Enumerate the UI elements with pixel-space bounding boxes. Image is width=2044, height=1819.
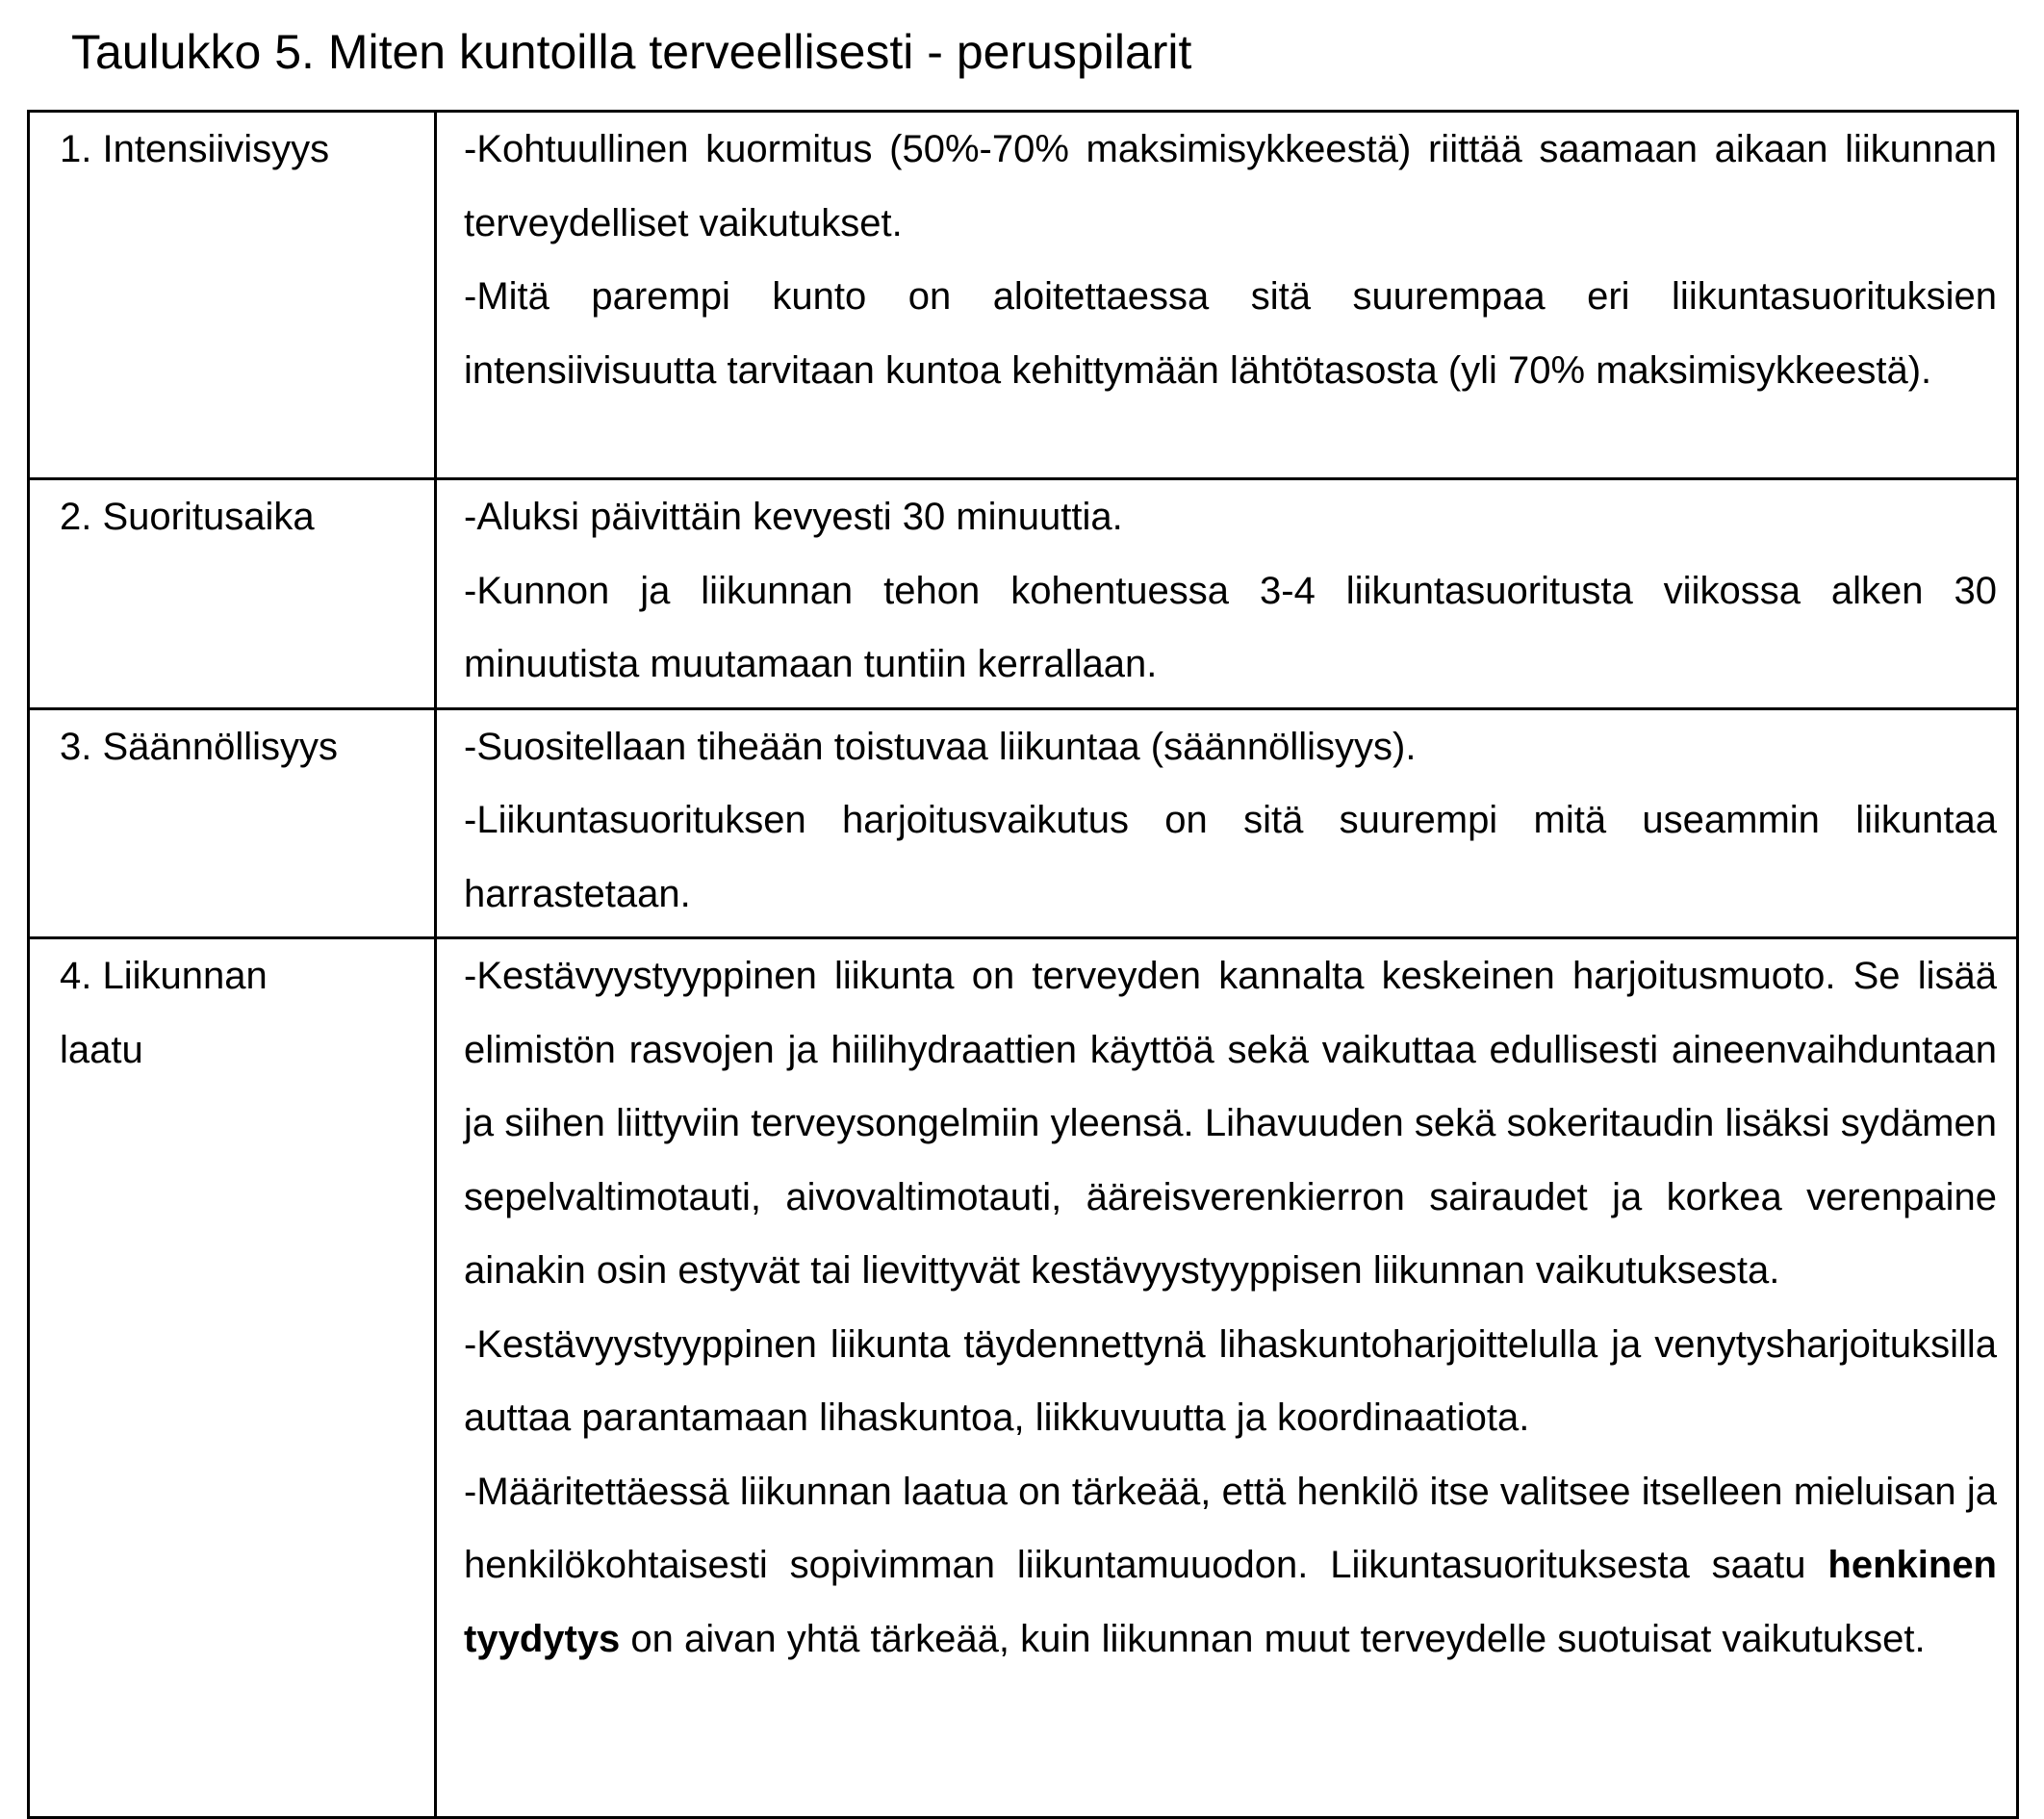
paragraph: -Mitä parempi kunto on aloitettaessa sitä suurempaa eri liikuntasuorituksien intensiivisuutta tarvitaan kuntoa kehittymään lähtötasosta (yli 70% maksimisykkeestä). — [464, 275, 1997, 392]
paragraph: -Aluksi päivittäin kevyesti 30 minuuttia. — [464, 496, 1123, 538]
row-label-text: 2. Suoritusaika — [60, 496, 315, 538]
paragraph: -Liikuntasuorituksen harjoitusvaikutus on sitä suurempi mitä useammin liikuntaa harrastetaan. — [464, 799, 1997, 915]
row-content-regularity — [436, 708, 2018, 938]
paragraph: -Kunnon ja liikunnan tehon kohentuessa 3-4 liikuntasuoritusta viikossa alken 30 minuutista muutamaan tuntiin kerrallaan. — [464, 569, 1997, 685]
row-label-duration — [29, 479, 436, 709]
row-label-text: 1. Intensiivisyys — [60, 128, 330, 170]
row-content-duration — [436, 479, 2018, 709]
table-title: Taulukko 5. Miten kuntoilla terveellisesti - peruspilarit — [71, 25, 1192, 79]
emphasized-text: henkinen tyydytys — [464, 1544, 1997, 1660]
paragraph-text: on aivan yhtä tärkeää, kuin liikunnan muut terveydelle suotuisat vaikutukset. — [620, 1617, 1926, 1660]
paragraph: -Suositellaan tiheään toistuvaa liikuntaa (säännöllisyys). — [464, 725, 1417, 768]
row-label-intensity — [29, 112, 436, 479]
paragraph: -Kohtuullinen kuormitus (50%-70% maksimisykkeestä) riittää saamaan aikaan liikunnan terveydelliset vaikutukset. — [464, 128, 1997, 244]
table-row — [29, 708, 2018, 938]
row-content-quality — [436, 938, 2018, 1818]
row-label-text: 3. Säännöllisyys — [60, 725, 339, 768]
row-label-quality — [29, 938, 436, 1818]
table-row — [29, 479, 2018, 709]
paragraph — [464, 1455, 1997, 1677]
pillars-table — [27, 110, 2019, 1819]
paragraph: -Kestävyystyyppinen liikunta on terveyden kannalta keskeinen harjoitusmuoto. Se lisää elimistön rasvojen ja hiilihydraattien käyttöä sekä vaikuttaa edullisesti aineenvaihduntaan ja siihen liittyviin terveysongelmiin yleensä. Lihavuuden sekä sokeritaudin lisäksi sydämen sepelvaltimotauti, aivovaltimotauti, ääreisverenkierron sairaudet ja korkea verenpaine ainakin osin estyvät tai lievittyvät kestävyystyyppisen liikunnan vaikutuksesta. — [464, 955, 1997, 1292]
row-label-text: laatu — [60, 1028, 143, 1071]
row-label-text: 4. Liikunnan — [60, 955, 268, 997]
table-row — [29, 112, 2018, 479]
paragraph-text: -Määritettäessä liikunnan laatua on tärkeää, että henkilö itse valitsee itselleen mieluisan ja henkilökohtaisesti sopivimman liikuntamuuodon. Liikuntasuorituksesta saatu — [464, 1470, 1997, 1586]
paragraph: -Kestävyystyyppinen liikunta täydennettynä lihaskuntoharjoittelulla ja venytysharjoituksilla auttaa parantamaan lihaskuntoa, liikkuvuutta ja koordinaatiota. — [464, 1322, 1997, 1439]
row-content-intensity — [436, 112, 2018, 479]
row-label-regularity — [29, 708, 436, 938]
table-row — [29, 938, 2018, 1818]
